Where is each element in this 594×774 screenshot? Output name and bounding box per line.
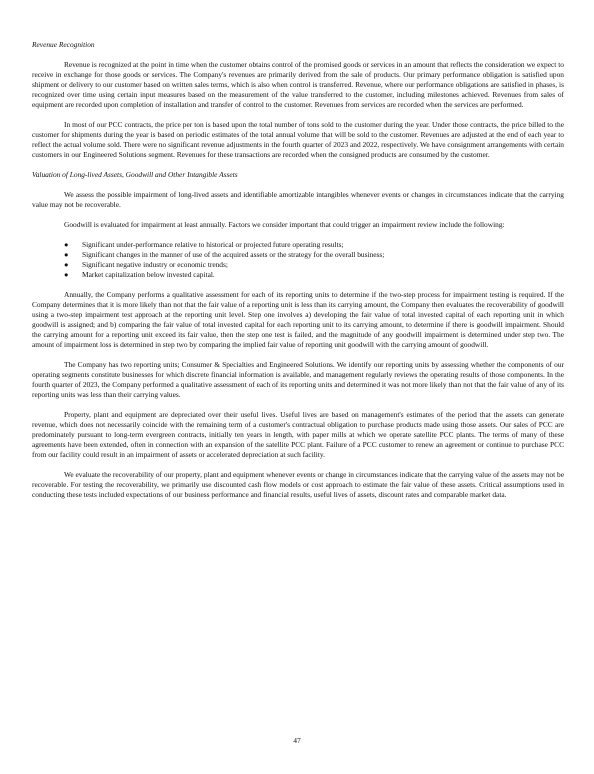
document-page [32, 40, 564, 510]
bullet-icon: ● [64, 270, 69, 279]
list-item-text: Significant changes in the manner of use of the acquired assets or the strategy for the overall business; [82, 250, 385, 259]
bullet-icon: ● [64, 260, 69, 269]
paragraph: We evaluate the recoverability of our property, plant and equipment whenever events or change in circumstances indicate that the carrying value of the assets may not be recoverable. For testing the recoverability, we primarily use discounted cash flow models or cost approach to estimate the fair value of these assets. Critical assumptions used in conducting these tests included expectations of our business performance and financial results, useful lives of assets, discount rates and comparable market data. [32, 470, 564, 499]
list-item-text: Market capitalization below invested capital. [82, 270, 215, 279]
bullet-icon: ● [64, 240, 69, 249]
paragraph: Revenue is recognized at the point in time when the customer obtains control of the promised goods or services in an amount that reflects the consideration we expect to receive in exchange for those goods or services. The Company's revenues are primarily derived from the sale of products. Our primary performance obligation is satisfied upon shipment or delivery to our customer based on written sales terms, which is also when control is transferred. Revenue, where our performance obligations are satisfied in phases, is recognized over time using certain input measures based on the measurement of the value transferred to the customer, including milestones achieved. Revenues from sales of equipment are recorded upon completion of installation and transfer of control to the customer. Revenues from services are recorded when the services are performed. [32, 60, 564, 109]
list-item-text: Significant under-performance relative to historical or projected future operating results; [82, 240, 344, 249]
list-item [32, 250, 564, 260]
section-heading-revenue-recognition: Revenue Recognition [32, 40, 95, 49]
page-number: 47 [293, 736, 301, 745]
impairment-factors-list [32, 240, 564, 280]
paragraph: In most of our PCC contracts, the price per ton is based upon the total number of tons sold to the customer during the year. Under those contracts, the price billed to the customer for shipments during the year is based on periodic estimates of the total annual volume that will be sold to the customer. Revenues are adjusted at the end of each year to reflect the actual volume sold. There were no significant revenue adjustments in the fourth quarter of 2023 and 2022, respectively. We have consignment arrangements with certain customers in our Engineered Solutions segment. Revenues for these transactions are recorded when the consigned products are consumed by the customer. [32, 120, 564, 159]
section-heading-valuation: Valuation of Long-lived Assets, Goodwill and Other Intangible Assets [32, 170, 238, 179]
paragraph: The Company has two reporting units; Consumer & Specialties and Engineered Solutions. We identify our reporting units by assessing whether the components of our operating segments constitute businesses for which discrete financial information is available, and management regularly reviews the operating results of those components. In the fourth quarter of 2023, the Company performed a qualitative assessment of each of its reporting units and determined it was not more likely than not that the fair value of any of its reporting units was less than their carrying values. [32, 360, 564, 399]
list-item-text: Significant negative industry or economic trends; [82, 260, 228, 269]
paragraph: We assess the possible impairment of long-lived assets and identifiable amortizable intangibles whenever events or changes in circumstances indicate that the carrying value may not be recoverable. [32, 190, 564, 209]
paragraph: Property, plant and equipment are depreciated over their useful lives. Useful lives are based on management's estimates of the period that the assets can generate revenue, which does not necessarily coincide with the remaining term of a customer's contractual obligation to purchase products made using those assets. Our sales of PCC are predominately pursuant to long-term evergreen contracts, initially ten years in length, with paper mills at which we operate satellite PCC plants. The terms of many of these agreements have been extended, often in connection with an expansion of the satellite PCC plant. Failure of a PCC customer to renew an agreement or continue to purchase PCC from our facility could result in an impairment of assets or accelerated depreciation at such facility. [32, 410, 564, 459]
list-item [32, 260, 564, 270]
bullet-icon: ● [64, 250, 69, 259]
list-item [32, 240, 564, 250]
paragraph: Goodwill is evaluated for impairment at least annually. Factors we consider important that could trigger an impairment review include the following: [64, 220, 505, 229]
list-item [32, 270, 564, 280]
paragraph: Annually, the Company performs a qualitative assessment for each of its reporting units to determine if the two-step process for impairment testing is required. If the Company determines that it is more likely than not that the fair value of a reporting unit is less than its carrying amount, the Company then evaluates the recoverability of goodwill using a two-step impairment test approach at the reporting unit level. Step one involves a) developing the fair value of total invested capital of each reporting unit in which goodwill is assigned; and b) comparing the fair value of total invested capital for each reporting unit to its carrying amount, to determine if there is goodwill impairment. Should the carrying amount for a reporting unit exceed its fair value, then the step one test is failed, and the magnitude of any goodwill impairment is determined under step two. The amount of impairment loss is determined in step two by comparing the implied fair value of reporting unit goodwill with the carrying amount of goodwill. [32, 290, 564, 349]
